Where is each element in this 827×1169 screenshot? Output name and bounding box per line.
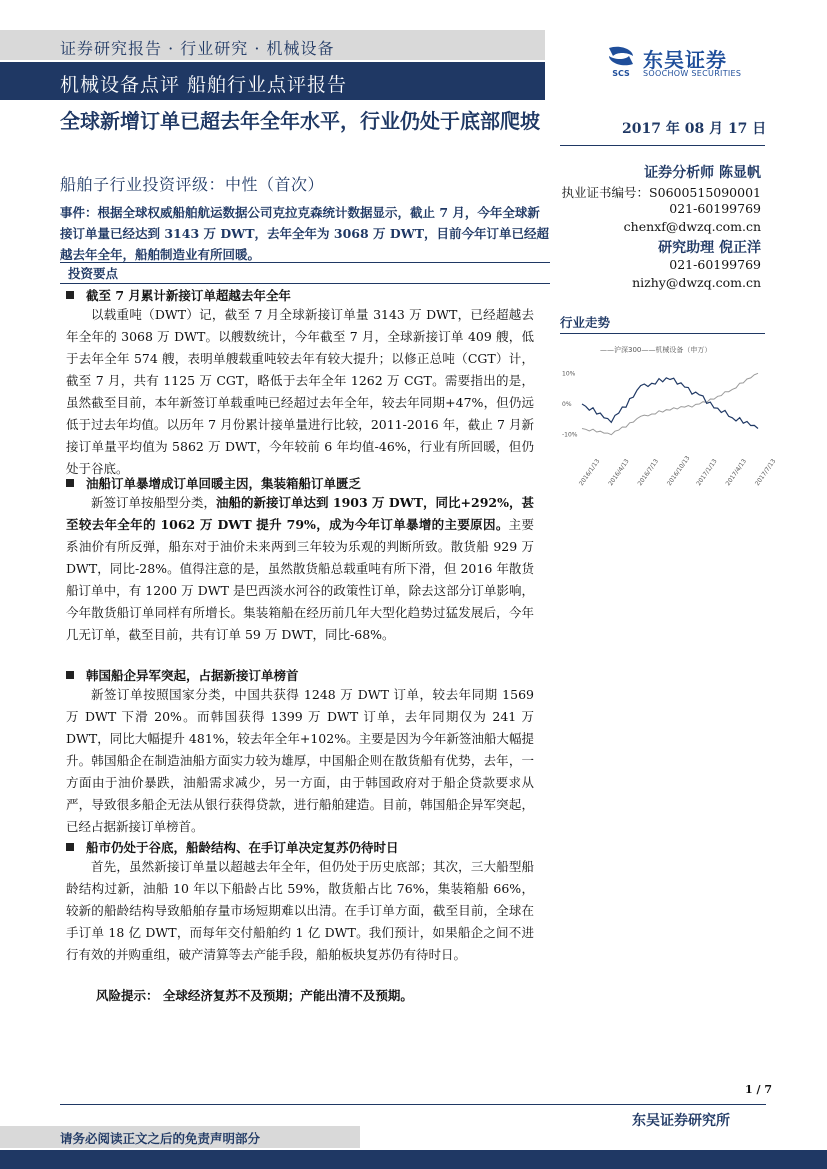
y-tick-label: 0% [562, 401, 572, 408]
logo-cn: 东吴证券 [643, 48, 727, 72]
y-tick-label: 10% [562, 370, 576, 378]
square-bullet-icon [66, 843, 74, 851]
report-date: 2017 年 08 月 17 日 [622, 121, 767, 137]
x-tick-label: 2017/4/13 [724, 457, 748, 488]
section-body-4: 首先，虽然新接订单量以超越去年全年，但仍处于历史底部；其次，三大船型船龄结构过新，油船 10 年以下船龄占比 59%，散货船占比 76%，集装箱船 66%，较新的船龄结构导致船舶存量市场短期难以出清。在手订单方面，截至目前，全球在手订单 18 亿 DWT，而每年交付船舶约 1 亿 DWT。我们预计，如果船企之间不进行有效的并购重组，破产清算等去产能手段，船舶板块复苏仍有待时日。 [66, 859, 534, 962]
x-tick-label: 2017/7/13 [753, 457, 778, 488]
report-title: 全球新增订单已超去年全年水平，行业仍处于底部爬坡 [60, 109, 540, 133]
x-tick-label: 2016/4/13 [607, 457, 631, 488]
y-tick-label: -10% [562, 431, 578, 439]
industry-trend-chart [560, 340, 778, 490]
institute-name: 东吴证券研究所 [632, 1113, 730, 1129]
trend-title: 行业走势 [560, 315, 611, 330]
disclaimer-band [0, 1126, 360, 1148]
section-heading-2: 油船订单暴增成订单回暖主因，集装箱船订单匮乏 [66, 474, 361, 492]
report-type: 机械设备点评 船舶行业点评报告 [60, 74, 348, 96]
square-bullet-icon [66, 479, 74, 487]
investment-rule [60, 283, 550, 284]
series-line-1 [582, 378, 758, 429]
series-line-0 [582, 373, 758, 434]
section-body-3: 新签订单按照国家分类，中国共获得 1248 万 DWT 订单，较去年同期 1569 万 DWT 下滑 20%。而韩国获得 1399 万 DWT 订单，去年同期仅为 241 万 DWT，同比大幅提升 481%，较去年全年+102%。主要是因为今年新签油船大幅提升。韩国船企在制造油船方面实力较为雄厚，中国船企则在散货船有优势，去年，一方面由于油价暴跌，油船需求减少，另一方面，由于韩国政府对于船企贷款要求从严，导致很多船企无法从银行获得贷款，进行船舶建造。目前，韩国船企异军突起，已经占据新接订单榜首。 [66, 687, 534, 834]
event-rule [60, 262, 550, 263]
header-breadcrumb-band [0, 30, 545, 60]
event-paragraph: 事件：根据全球权威船舶航运数据公司克拉克森统计数据显示，截止 7 月，今年全球新接订单量已经达到 3143 万 DWT，去年全年为 3068 万 DWT，目前今年订单已经超越去年全年，船舶制造业有所回暖。 [60, 205, 550, 262]
investment-rating: 船舶子行业投资评级：中性（首次） [60, 175, 325, 194]
chart-legend: ——沪深300——机械设备（申万） [600, 346, 712, 354]
investment-points-title: 投资要点 [68, 266, 119, 281]
header-report-type-band [0, 62, 545, 100]
analyst-name: 证券分析师 陈显帆 [644, 165, 761, 181]
section-heading-3: 韩国船企异军突起，占据新接订单榜首 [66, 666, 299, 684]
assistant-name: 研究助理 倪正洋 [658, 240, 761, 256]
assistant-email: nizhy@dwzq.com.cn [632, 275, 761, 290]
soochow-logo [603, 44, 778, 84]
x-tick-label: 2016/10/13 [665, 454, 692, 488]
risk-warning: 风险提示： 全球经济复苏不及预期；产能出清不及预期。 [96, 988, 413, 1003]
page-number: 1 / 7 [745, 1083, 772, 1096]
trend-rule [560, 333, 765, 334]
square-bullet-icon [66, 291, 74, 299]
x-tick-label: 2016/1/13 [577, 457, 602, 488]
logo-mark-icon [603, 44, 639, 78]
logo-mark-text: SCS [612, 69, 630, 78]
square-bullet-icon [66, 671, 74, 679]
breadcrumb: 证券研究报告 · 行业研究 · 机械设备 [60, 39, 335, 58]
disclaimer-text: 请务必阅读正文之后的免责声明部分 [60, 1131, 261, 1146]
logo-en: SOOCHOW SECURITIES [643, 69, 742, 78]
analyst-license: 执业证书编号：S0600515090001 [561, 185, 761, 200]
assistant-phone: 021-60199769 [669, 257, 761, 272]
section-heading-1: 截至 7 月累计新接订单超越去年全年 [66, 286, 291, 304]
right-divider [560, 145, 765, 146]
section-body-2: 新签订单按船型分类，油船的新接订单达到 1903 万 DWT，同比+292%，甚至较去年全年的 1062 万 DWT 提升 79%，成为今年订单暴增的主要原因。主要系油价有所反弹，船东对于油价未来两到三年较为乐观的判断所致。散货船 929 万 DWT，同比-28%。值得注意的是，虽然散货船总载重吨有所下滑，但 2016 年散货船订单中，有 1200 万 DWT 是巴西淡水河谷的政策性订单，除去这部分订单影响，今年散货船订单同样有所增长。集装箱船在经历前几年大型化趋势过猛发展后，今年几无订单，截至目前，共有订单 59 万 DWT，同比-68%。 [66, 495, 534, 642]
bottom-navy-band [0, 1150, 827, 1169]
x-tick-label: 2016/7/13 [636, 457, 660, 488]
section-heading-4: 船市仍处于谷底，船龄结构、在手订单决定复苏仍待时日 [66, 838, 399, 856]
analyst-email: chenxf@dwzq.com.cn [623, 219, 761, 234]
analyst-phone: 021-60199769 [669, 201, 761, 216]
section-body-1: 以载重吨（DWT）记，截至 7 月全球新接订单量 3143 万 DWT，已经超越去年全年的 3068 万 DWT。以艘数统计，今年截至 7 月，全球新接订单 409 艘，低于去年全年 574 艘，表明单艘载重吨较去年有较大提升；以修正总吨（CGT）计，截至 7 月，共有 1125 万 CGT，略低于去年全年 1262 万 CGT。需要指出的是，虽然截至目前，本年新签订单载重吨已经超过去年全年，较去年同期+47%，但仍远低于过去年均值。以历年 7 月份累计接单量进行比较，2011-2016 年，截止 7 月新接订单量平均值为 5862 万 DWT，今年较前 6 年均值-46%，行业有所回暖，但仍处于谷底。 [66, 307, 534, 476]
footer-rule [60, 1104, 766, 1105]
x-tick-label: 2017/1/13 [695, 457, 719, 488]
